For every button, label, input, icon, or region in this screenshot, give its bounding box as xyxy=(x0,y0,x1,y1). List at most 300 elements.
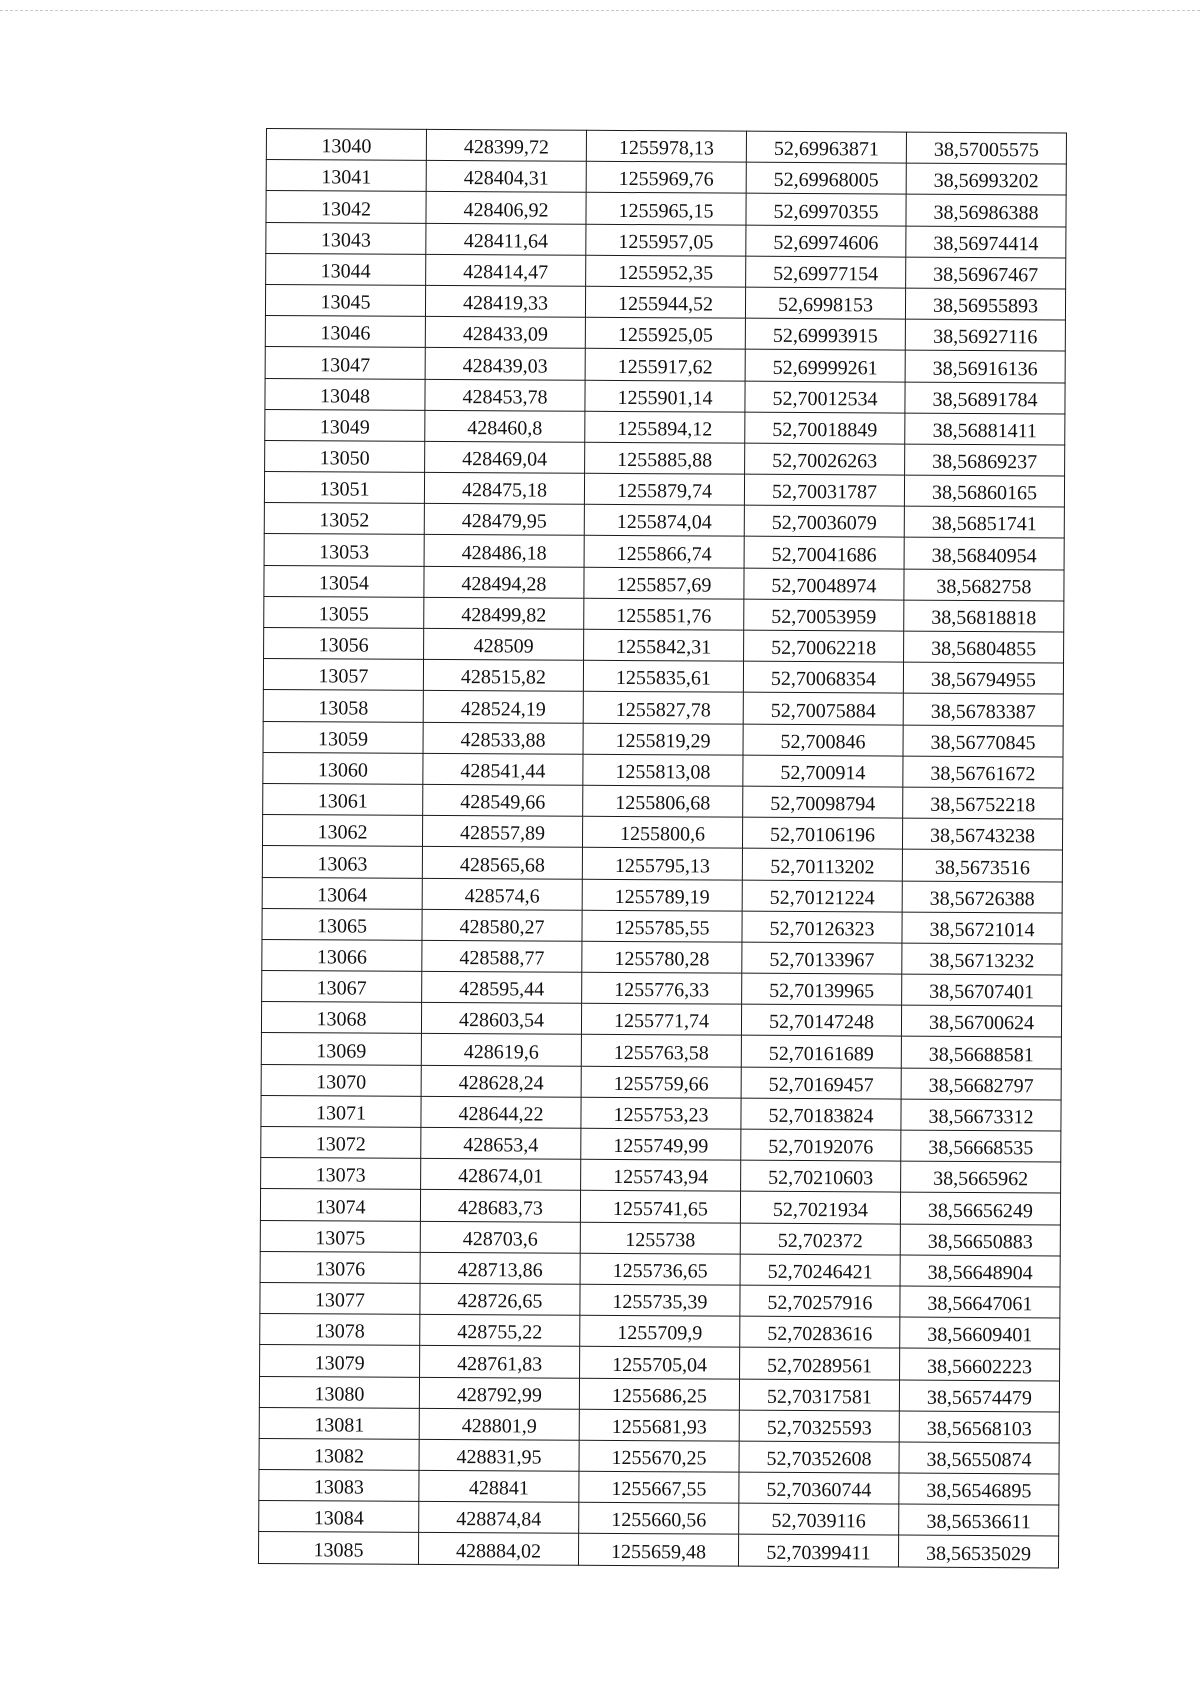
cell-text: 52,70133967 xyxy=(769,948,875,972)
point-number-cell xyxy=(260,1345,420,1377)
latitude-cell xyxy=(741,1160,901,1192)
longitude-cell xyxy=(902,881,1062,913)
point-number-cell xyxy=(263,721,423,753)
latitude-cell xyxy=(742,942,902,974)
cell-text: 428603,54 xyxy=(458,1009,545,1033)
cell-text: 428515,82 xyxy=(460,666,546,689)
latitude-cell xyxy=(740,1316,900,1348)
y-coordinate-cell xyxy=(579,1503,739,1535)
cell-text: 428479,95 xyxy=(461,510,547,534)
scan-top-edge xyxy=(0,10,1200,11)
cell-text: 38,56688581 xyxy=(928,1043,1034,1066)
cell-text: 38,57005575 xyxy=(933,138,1039,162)
cell-text: 52,70360744 xyxy=(766,1479,872,1502)
y-coordinate-cell xyxy=(586,255,746,287)
table-row xyxy=(265,316,1065,352)
y-coordinate-cell xyxy=(581,1035,741,1067)
cell-text: 13068 xyxy=(316,1008,367,1032)
cell-text: 1255851,76 xyxy=(616,604,712,628)
cell-text: 38,56713232 xyxy=(929,949,1035,973)
x-coordinate-cell xyxy=(421,1127,581,1159)
table-row xyxy=(263,690,1063,726)
y-coordinate-cell xyxy=(579,1440,739,1472)
longitude-cell xyxy=(902,974,1062,1006)
longitude-cell xyxy=(904,600,1064,632)
cell-text: 428713,86 xyxy=(457,1259,543,1282)
cell-text: 1255763,58 xyxy=(613,1041,709,1065)
x-coordinate-cell xyxy=(418,1533,578,1565)
cell-text: 1255759,66 xyxy=(613,1072,709,1096)
point-number-cell xyxy=(263,659,423,691)
cell-text: 428755,22 xyxy=(457,1321,543,1344)
cell-text: 1255709,9 xyxy=(617,1322,703,1345)
cell-text: 52,70289561 xyxy=(767,1354,873,1377)
cell-text: 38,56648904 xyxy=(927,1261,1033,1285)
longitude-cell xyxy=(903,693,1063,725)
cell-text: 38,5682758 xyxy=(936,575,1032,599)
table-row xyxy=(262,877,1062,913)
cell-text: 1255738 xyxy=(625,1228,696,1252)
cell-text: 52,69993915 xyxy=(772,325,878,348)
cell-text: 13081 xyxy=(314,1414,365,1437)
cell-text: 13043 xyxy=(320,229,371,252)
point-number-cell xyxy=(263,783,423,815)
cell-text: 428494,28 xyxy=(461,572,547,596)
longitude-cell xyxy=(906,132,1066,164)
table-row xyxy=(262,939,1062,975)
cell-text: 1255866,74 xyxy=(616,542,712,566)
table-row xyxy=(260,1251,1060,1287)
cell-text: 38,56840954 xyxy=(931,544,1037,567)
cell-text: 13052 xyxy=(319,509,370,533)
y-coordinate-cell xyxy=(582,941,742,973)
y-coordinate-cell xyxy=(585,380,745,412)
table-row xyxy=(263,783,1063,819)
point-number-cell xyxy=(264,503,424,535)
point-number-cell xyxy=(259,1407,419,1439)
point-number-cell xyxy=(263,690,423,722)
table-row xyxy=(265,378,1065,414)
cell-text: 428460,8 xyxy=(467,417,543,440)
longitude-cell xyxy=(905,382,1065,414)
cell-text: 38,56794955 xyxy=(930,669,1036,692)
x-coordinate-cell xyxy=(421,1159,581,1191)
x-coordinate-cell xyxy=(423,753,583,785)
cell-text: 13047 xyxy=(320,353,371,377)
latitude-cell xyxy=(746,131,906,163)
y-coordinate-cell xyxy=(585,442,745,474)
latitude-cell xyxy=(741,1004,901,1036)
latitude-cell xyxy=(743,661,903,693)
y-coordinate-cell xyxy=(580,1222,740,1254)
cell-text: 52,70352608 xyxy=(766,1447,872,1471)
coordinate-table xyxy=(258,128,1067,1568)
cell-text: 38,56869237 xyxy=(932,450,1038,474)
table-row xyxy=(259,1470,1059,1506)
table-row xyxy=(263,721,1063,757)
y-coordinate-cell xyxy=(580,1284,740,1316)
longitude-cell xyxy=(899,1442,1059,1474)
cell-text: 38,56881411 xyxy=(932,419,1038,443)
cell-text: 428580,27 xyxy=(459,915,545,939)
cell-text: 13046 xyxy=(320,322,371,345)
cell-text: 52,69963871 xyxy=(773,138,879,161)
cell-text: 428841 xyxy=(468,1477,529,1500)
latitude-cell xyxy=(739,1379,899,1411)
table-row xyxy=(262,815,1062,851)
table-row xyxy=(264,596,1064,632)
cell-text: 52,70183824 xyxy=(768,1104,874,1128)
table-row xyxy=(260,1220,1060,1256)
x-coordinate-cell xyxy=(424,472,584,504)
table-row xyxy=(262,971,1062,1007)
point-number-cell xyxy=(265,440,425,472)
cell-text: 13056 xyxy=(318,634,369,657)
point-number-cell xyxy=(262,846,422,878)
longitude-cell xyxy=(900,1192,1060,1224)
y-coordinate-cell xyxy=(585,317,745,349)
cell-text: 1255771,74 xyxy=(613,1010,710,1033)
point-number-cell xyxy=(261,1126,421,1158)
longitude-cell xyxy=(901,1099,1061,1131)
cell-text: 1255660,56 xyxy=(611,1509,707,1532)
cell-text: 1255879,74 xyxy=(616,480,713,503)
cell-text: 38,56650883 xyxy=(927,1230,1033,1254)
x-coordinate-cell xyxy=(425,379,585,411)
point-number-cell xyxy=(261,1033,421,1065)
cell-text: 13042 xyxy=(320,197,372,221)
cell-text: 52,70026263 xyxy=(772,449,878,473)
y-coordinate-cell xyxy=(580,1253,740,1285)
cell-text: 38,56818818 xyxy=(931,606,1037,630)
y-coordinate-cell xyxy=(580,1347,740,1379)
y-coordinate-cell xyxy=(581,1066,741,1098)
cell-text: 13059 xyxy=(318,728,369,751)
x-coordinate-cell xyxy=(422,971,582,1003)
latitude-cell xyxy=(744,537,904,569)
latitude-cell xyxy=(742,911,902,943)
x-coordinate-cell xyxy=(425,348,585,380)
cell-text: 1255819,29 xyxy=(615,729,711,753)
cell-text: 1255705,04 xyxy=(612,1353,708,1376)
cell-text: 13083 xyxy=(313,1476,364,1499)
y-coordinate-cell xyxy=(586,193,746,225)
cell-text: 38,56986388 xyxy=(933,201,1039,224)
cell-text: 38,56700624 xyxy=(928,1012,1035,1035)
cell-text: 52,6998153 xyxy=(777,293,874,317)
y-coordinate-cell xyxy=(586,224,746,256)
cell-text: 38,56668535 xyxy=(928,1136,1034,1160)
y-coordinate-cell xyxy=(578,1534,738,1566)
cell-text: 428475,18 xyxy=(461,479,548,502)
point-number-cell xyxy=(261,1002,421,1034)
latitude-cell xyxy=(743,693,903,725)
y-coordinate-cell xyxy=(585,349,745,381)
table-row xyxy=(259,1376,1059,1412)
longitude-cell xyxy=(900,1224,1060,1256)
x-coordinate-cell xyxy=(422,847,582,879)
cell-text: 1255670,25 xyxy=(611,1447,707,1470)
latitude-cell xyxy=(745,443,905,475)
table-row xyxy=(266,191,1066,227)
latitude-cell xyxy=(740,1223,900,1255)
cell-text: 52,70031787 xyxy=(771,481,878,504)
cell-text: 38,56568103 xyxy=(926,1417,1032,1441)
cell-text: 52,70106196 xyxy=(769,824,876,847)
cell-text: 38,56743238 xyxy=(929,825,1036,848)
cell-text: 38,56707401 xyxy=(929,980,1035,1004)
cell-text: 1255686,25 xyxy=(611,1384,707,1408)
cell-text: 428683,73 xyxy=(457,1196,544,1220)
latitude-cell xyxy=(742,973,902,1005)
point-number-cell xyxy=(265,284,425,316)
point-number-cell xyxy=(266,160,426,192)
cell-text: 428399,72 xyxy=(463,136,549,159)
cell-text: 1255800,6 xyxy=(619,823,706,846)
cell-text: 1255944,52 xyxy=(617,293,714,316)
x-coordinate-cell xyxy=(420,1346,580,1378)
x-coordinate-cell xyxy=(426,192,586,224)
table-row xyxy=(265,409,1065,445)
latitude-cell xyxy=(744,630,904,662)
longitude-cell xyxy=(904,569,1064,601)
point-number-cell xyxy=(266,253,426,285)
table-row xyxy=(261,1064,1061,1100)
x-coordinate-cell xyxy=(425,317,585,349)
latitude-cell xyxy=(746,256,906,288)
longitude-cell xyxy=(899,1411,1059,1443)
y-coordinate-cell xyxy=(581,1097,741,1129)
table-row xyxy=(261,1095,1061,1131)
table-row xyxy=(261,1002,1061,1038)
y-coordinate-cell xyxy=(579,1471,739,1503)
x-coordinate-cell xyxy=(422,909,582,941)
point-number-cell xyxy=(261,1158,421,1190)
longitude-cell xyxy=(905,350,1065,382)
cell-text: 38,56967467 xyxy=(933,263,1039,287)
cell-text: 13077 xyxy=(314,1289,366,1312)
longitude-cell xyxy=(903,725,1063,757)
latitude-cell xyxy=(745,381,905,413)
point-number-cell xyxy=(265,378,425,410)
latitude-cell xyxy=(739,1441,899,1473)
x-coordinate-cell xyxy=(423,784,583,816)
cell-text: 13076 xyxy=(315,1258,366,1281)
cell-text: 38,56550874 xyxy=(926,1448,1032,1472)
y-coordinate-cell xyxy=(581,1128,741,1160)
table-row xyxy=(258,1532,1058,1568)
cell-text: 1255789,19 xyxy=(614,885,710,909)
point-number-cell xyxy=(265,347,425,379)
cell-text: 428419,33 xyxy=(462,292,549,315)
cell-text: 38,56770845 xyxy=(930,731,1036,755)
y-coordinate-cell xyxy=(586,161,746,193)
cell-text: 52,7021934 xyxy=(772,1198,869,1221)
cell-text: 38,56682797 xyxy=(928,1074,1034,1098)
cell-text: 428486,18 xyxy=(461,541,547,565)
cell-text: 1255753,23 xyxy=(613,1103,709,1127)
y-coordinate-cell xyxy=(583,692,743,724)
y-coordinate-cell xyxy=(584,505,744,537)
cell-text: 38,56546895 xyxy=(926,1479,1032,1503)
point-number-cell xyxy=(264,627,424,659)
cell-text: 52,70147248 xyxy=(768,1011,875,1034)
longitude-cell xyxy=(900,1286,1060,1318)
cell-text: 1255806,68 xyxy=(615,792,711,815)
x-coordinate-cell xyxy=(424,566,584,598)
longitude-cell xyxy=(900,1255,1060,1287)
table-row xyxy=(259,1407,1059,1443)
cell-text: 1255776,33 xyxy=(614,979,710,1002)
cell-text: 38,56974414 xyxy=(933,232,1039,256)
cell-text: 52,70018849 xyxy=(772,418,878,442)
cell-text: 13055 xyxy=(318,603,369,626)
cell-text: 13082 xyxy=(314,1445,365,1468)
y-coordinate-cell xyxy=(584,536,744,568)
longitude-cell xyxy=(902,912,1062,944)
cell-text: 1255749,99 xyxy=(613,1135,709,1158)
point-number-cell xyxy=(266,222,426,254)
cell-text: 428574,6 xyxy=(464,884,540,908)
cell-text: 1255795,13 xyxy=(614,854,710,877)
cell-text: 38,56851741 xyxy=(931,513,1037,536)
table-row xyxy=(260,1345,1060,1381)
point-number-cell xyxy=(259,1376,419,1408)
point-number-cell xyxy=(266,129,426,161)
cell-text: 38,56609401 xyxy=(927,1324,1033,1347)
table-row xyxy=(261,1033,1061,1069)
longitude-cell xyxy=(901,1037,1061,1069)
y-coordinate-cell xyxy=(582,910,742,942)
point-number-cell xyxy=(259,1470,419,1502)
cell-text: 52,70257916 xyxy=(767,1291,873,1315)
latitude-cell xyxy=(740,1285,900,1317)
point-number-cell xyxy=(265,409,425,441)
cell-text: 52,70012534 xyxy=(772,387,878,411)
cell-text: 1255978,13 xyxy=(618,137,714,160)
cell-text: 52,69977154 xyxy=(773,262,879,286)
cell-text: 13053 xyxy=(319,540,370,564)
cell-text: 1255965,15 xyxy=(618,199,714,223)
cell-text: 52,70048974 xyxy=(771,574,877,598)
cell-text: 1255735,39 xyxy=(612,1291,708,1314)
cell-text: 38,56860165 xyxy=(931,481,1038,505)
table-row xyxy=(265,284,1065,320)
latitude-cell xyxy=(739,1472,899,1504)
cell-text: 13041 xyxy=(321,166,372,189)
longitude-cell xyxy=(899,1473,1059,1505)
point-number-cell xyxy=(259,1501,419,1533)
cell-text: 52,70246421 xyxy=(767,1260,873,1284)
cell-text: 13066 xyxy=(316,946,367,969)
x-coordinate-cell xyxy=(419,1377,579,1409)
y-coordinate-cell xyxy=(580,1315,740,1347)
cell-text: 38,56891784 xyxy=(932,388,1038,412)
y-coordinate-cell xyxy=(582,816,742,848)
y-coordinate-cell xyxy=(581,1159,741,1191)
x-coordinate-cell xyxy=(421,1065,581,1097)
cell-text: 52,70169457 xyxy=(768,1073,874,1097)
latitude-cell xyxy=(741,1098,901,1130)
longitude-cell xyxy=(901,1068,1061,1100)
longitude-cell xyxy=(902,849,1062,881)
y-coordinate-cell xyxy=(579,1378,739,1410)
latitude-cell xyxy=(744,568,904,600)
cell-text: 13065 xyxy=(316,915,368,938)
cell-text: 38,56602223 xyxy=(927,1355,1033,1378)
cell-text: 13061 xyxy=(317,790,368,813)
table-row xyxy=(264,565,1064,601)
cell-text: 13048 xyxy=(319,384,371,408)
x-coordinate-cell xyxy=(426,254,586,286)
cell-text: 13044 xyxy=(320,260,371,283)
latitude-cell xyxy=(738,1535,898,1567)
latitude-cell xyxy=(746,225,906,257)
cell-text: 38,56656249 xyxy=(927,1199,1034,1222)
cell-text: 52,70041686 xyxy=(771,543,877,567)
cell-text: 1255842,31 xyxy=(616,636,712,659)
cell-text: 428619,6 xyxy=(463,1040,539,1064)
longitude-cell xyxy=(900,1348,1060,1380)
cell-text: 428644,22 xyxy=(458,1103,544,1126)
cell-text: 1255957,05 xyxy=(618,230,714,254)
cell-text: 13084 xyxy=(313,1507,364,1531)
latitude-cell xyxy=(742,880,902,912)
cell-text: 13085 xyxy=(313,1538,364,1562)
latitude-cell xyxy=(745,287,905,319)
cell-text: 52,70317581 xyxy=(766,1385,872,1409)
cell-text: 428628,24 xyxy=(458,1071,544,1095)
latitude-cell xyxy=(746,194,906,226)
x-coordinate-cell xyxy=(421,1003,581,1035)
cell-text: 428588,77 xyxy=(459,947,545,970)
cell-text: 52,700846 xyxy=(780,730,866,754)
table-row xyxy=(264,627,1064,663)
cell-text: 1255874,04 xyxy=(616,511,712,534)
x-coordinate-cell xyxy=(425,285,585,317)
point-number-cell xyxy=(260,1189,420,1221)
cell-text: 13049 xyxy=(319,416,370,439)
point-number-cell xyxy=(264,534,424,566)
y-coordinate-cell xyxy=(583,660,743,692)
y-coordinate-cell xyxy=(580,1191,740,1223)
cell-text: 1255835,61 xyxy=(615,667,711,690)
y-coordinate-cell xyxy=(584,629,744,661)
cell-text: 13064 xyxy=(317,883,368,907)
table-row xyxy=(266,160,1066,196)
point-number-cell xyxy=(264,472,424,504)
cell-text: 52,70161689 xyxy=(768,1042,874,1066)
latitude-cell xyxy=(742,848,902,880)
cell-text: 428541,44 xyxy=(460,760,546,783)
latitude-cell xyxy=(740,1254,900,1286)
cell-text: 1255925,05 xyxy=(617,324,713,347)
cell-text: 13075 xyxy=(315,1227,366,1250)
x-coordinate-cell xyxy=(420,1221,580,1253)
cell-text: 1255894,12 xyxy=(617,417,713,441)
latitude-cell xyxy=(739,1503,899,1535)
cell-text: 428792,99 xyxy=(456,1383,542,1407)
cell-text: 428874,84 xyxy=(456,1508,542,1531)
cell-text: 52,7039116 xyxy=(771,1510,866,1533)
x-coordinate-cell xyxy=(424,628,584,660)
point-number-cell xyxy=(264,565,424,597)
cell-text: 428509 xyxy=(473,635,534,658)
point-number-cell xyxy=(260,1314,420,1346)
cell-text: 1255780,28 xyxy=(614,948,710,971)
x-coordinate-cell xyxy=(426,161,586,193)
x-coordinate-cell xyxy=(424,597,584,629)
